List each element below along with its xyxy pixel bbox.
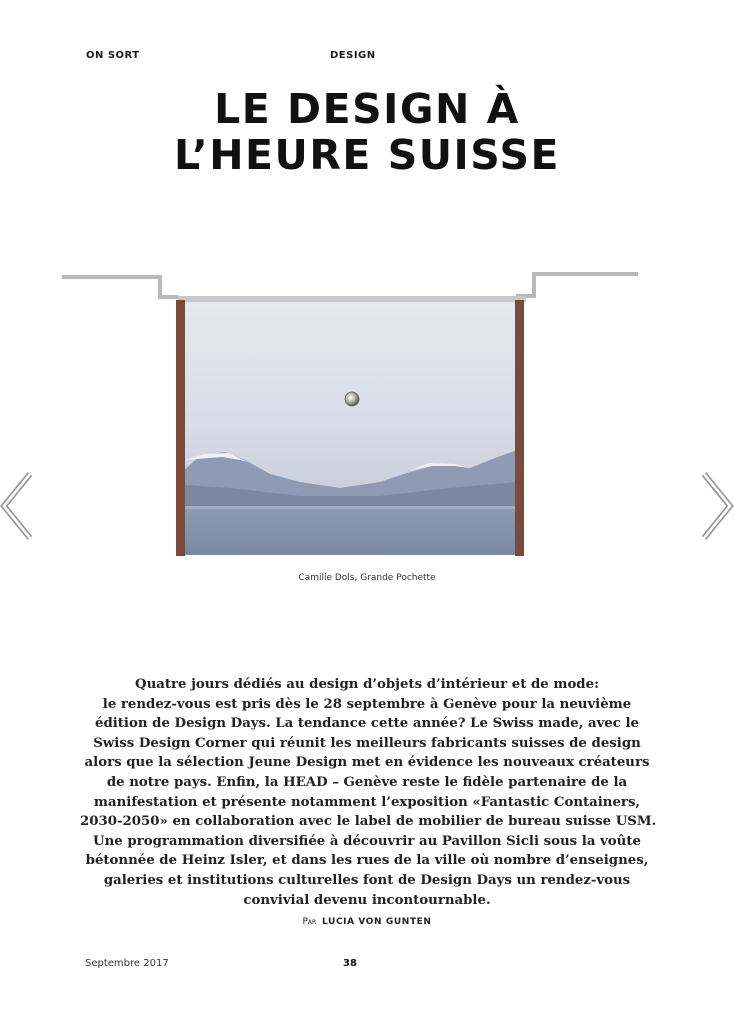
leather-edge-right [515, 300, 524, 556]
chevron-left-icon [0, 470, 34, 542]
section-kicker: ON SORT [86, 50, 140, 61]
lead-line: de notre pays. Enfin, la HEAD – Genève reste le fidèle partenaire de la [106, 774, 628, 790]
previous-page-button[interactable] [0, 470, 34, 542]
lead-line: manifestation et présente notamment l’exposition «Fantastic Containers, [93, 794, 641, 810]
lead-line: 2030-2050» en collaboration avec le label de mobilier de bureau suisse USM. [80, 814, 657, 830]
title-line-2: L’HEURE SUISSE [173, 131, 561, 179]
product-photo [0, 260, 734, 560]
title-line-1: LE DESIGN À [214, 85, 520, 133]
chevron-right-icon [700, 470, 734, 542]
lead-line: alors que la sélection Jeune Design met en évidence les nouveaux créateurs [84, 755, 650, 771]
byline-author: LUCIA VON GUNTEN [322, 917, 432, 927]
lead-line: édition de Design Days. La tendance cette année? Le Swiss made, avec le [94, 716, 640, 732]
lead-line: Une programmation diversifiée à découvrir au Pavillon Sicli sous la voûte [93, 833, 641, 849]
hanger-right [516, 274, 638, 296]
image-caption: Camille Dols, Grande Pochette [298, 573, 436, 583]
hanger-left [62, 277, 178, 297]
byline-prefix: Par [302, 917, 317, 927]
next-page-button[interactable] [700, 470, 734, 542]
byline [0, 917, 734, 927]
lead-line: bétonnée de Heinz Isler, et dans les rues de la ville où nombre d’enseignes, [85, 853, 649, 869]
lead-line: le rendez-vous est pris dès le 28 septembre à Genève pour la neuvième [102, 696, 632, 712]
lead-line: galeries et institutions culturelles font de Design Days un rendez-vous [103, 872, 631, 888]
lead-paragraph [80, 675, 657, 910]
pochette-illustration [0, 260, 734, 560]
leather-edge-left [176, 300, 185, 556]
snap-button [345, 392, 359, 406]
lead-line: Swiss Design Corner qui réunit les meilleurs fabricants suisses de design [93, 735, 641, 751]
hanger-bar [178, 296, 526, 302]
footer-date: Septembre 2017 [85, 958, 169, 969]
page-number: 38 [343, 958, 357, 969]
article-title [0, 86, 734, 178]
lead-line: convivial devenu incontournable. [243, 892, 491, 908]
category-kicker: DESIGN [330, 50, 376, 61]
lead-line: Quatre jours dédiés au design d’objets d’intérieur et de mode: [135, 677, 599, 692]
